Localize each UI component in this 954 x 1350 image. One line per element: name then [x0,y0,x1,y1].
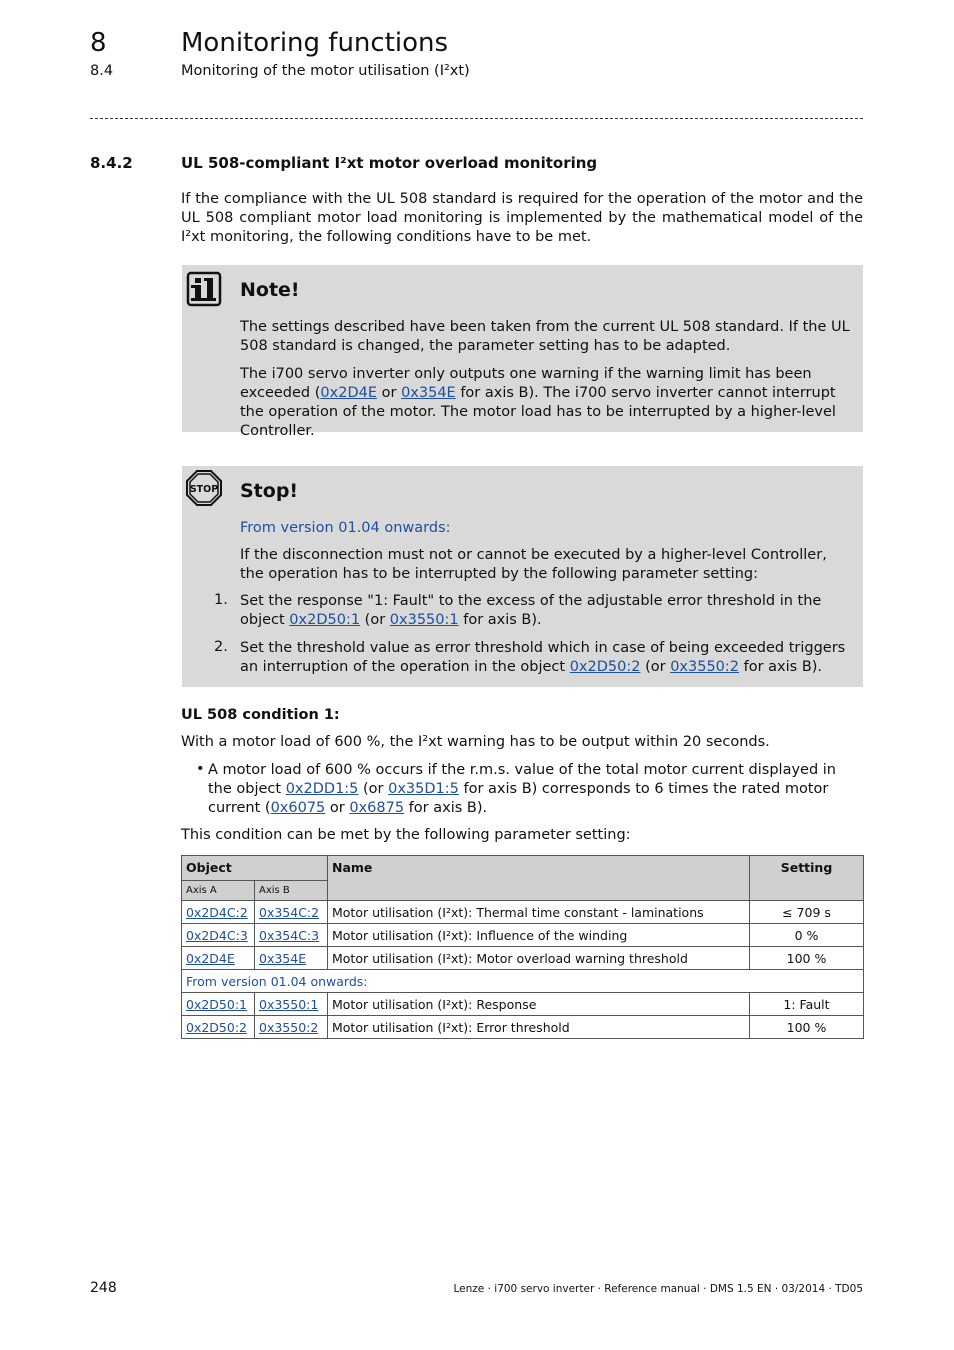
condition-bullet: A motor load of 600 % occurs if the r.m.s. value of the total motor current displayed in the object 0x2DD1:5 (or 0x35D1:5 for axis B) corresponds to 6 times the rated motor current (0x6075 or 0x6875 for axis B). [208,762,836,816]
col-object-header: Object [182,856,328,881]
param-name: Motor utilisation (I²xt): Influence of the winding [328,924,750,947]
table-row [182,993,864,1016]
link-axis-a[interactable]: 0x2D4E [186,950,235,966]
link-0x2dd1-5[interactable]: 0x2DD1:5 [285,781,359,797]
link-0x6875[interactable]: 0x6875 [349,800,405,816]
link-axis-b[interactable]: 0x3550:1 [259,996,319,1012]
link-0x2d50-2[interactable]: 0x2D50:2 [569,659,641,675]
param-name: Motor utilisation (I²xt): Motor overload warning threshold [328,947,750,970]
table-row [182,1016,864,1039]
param-name: Motor utilisation (I²xt): Error threshold [328,1016,750,1039]
section-number: 8.4 [90,63,114,79]
list-number: 1. [214,592,228,608]
version-note: From version 01.04 onwards: [182,970,864,993]
table-row [182,947,864,970]
link-axis-a[interactable]: 0x2D4C:2 [186,904,248,920]
intro-paragraph: If the compliance with the UL 508 standard is required for the operation of the motor and the UL 508 compliant motor load monitoring is implemented by the mathematical model of the I²xt monitoring, the following conditions have to be met. [181,191,863,245]
parameter-table [181,855,864,1039]
link-0x3550-1[interactable]: 0x3550:1 [389,612,459,628]
note-paragraph-1: The settings described have been taken from the current UL 508 standard. If the UL 508 standard is changed, the parameter setting has to be adapted. [240,319,850,354]
condition-heading: UL 508 condition 1: [181,707,340,723]
note-box [182,265,863,439]
col-name-header: Name [328,856,750,901]
stop-icon [186,470,222,506]
link-axis-b[interactable]: 0x354C:2 [259,904,320,920]
param-setting: 0 % [750,924,864,947]
note-paragraph-2: The i700 servo inverter only outputs one warning if the warning limit has been exceeded (0x2D4E or 0x354E for axis B). The i700 servo inverter cannot interrupt the operation of the motor. The motor load has to be interrupted by a higher-level Controller. [240,366,836,439]
link-axis-b[interactable]: 0x3550:2 [259,1019,319,1035]
footer-text: Lenze · i700 servo inverter · Reference manual · DMS 1.5 EN · 03/2014 · TD05 [453,1283,863,1295]
link-0x3550-2[interactable]: 0x3550:2 [670,659,740,675]
stop-title: Stop! [240,480,299,502]
subsection-title: UL 508-compliant I²xt motor overload monitoring [181,154,598,172]
link-0x35d1-5[interactable]: 0x35D1:5 [388,781,459,797]
chapter-title: Monitoring functions [181,28,449,58]
link-axis-a[interactable]: 0x2D50:2 [186,1019,247,1035]
param-setting: 100 % [750,1016,864,1039]
stop-list-item-2: Set the threshold value as error threshold which in case of being exceeded triggers an interruption of the operation in the object 0x2D50:2 (or 0x3550:2 for axis B). [240,640,846,675]
condition-met-text: This condition can be met by the following parameter setting: [181,827,631,843]
link-axis-b[interactable]: 0x354C:3 [259,927,320,943]
table-row [182,901,864,924]
link-0x2d50-1[interactable]: 0x2D50:1 [289,612,361,628]
chapter-number: 8 [90,28,107,58]
list-number: 2. [214,639,228,655]
condition-text: With a motor load of 600 %, the I²xt warning has to be output within 20 seconds. [181,734,770,750]
link-0x354e[interactable]: 0x354E [401,385,456,401]
param-setting: ≤ 709 s [750,901,864,924]
bullet-marker: • [196,761,205,777]
link-0x6075[interactable]: 0x6075 [270,800,326,816]
info-icon [186,271,222,307]
svg-text:STOP: STOP [189,484,219,495]
section-title: Monitoring of the motor utilisation (I²xt) [181,63,470,79]
table-version-row [182,970,864,993]
table-row [182,924,864,947]
param-setting: 100 % [750,947,864,970]
link-0x2d4e[interactable]: 0x2D4E [320,385,377,401]
stop-paragraph: If the disconnection must not or cannot be executed by a higher-level Controller, the operation has to be interrupted by the following parameter setting: [240,547,827,582]
note-title: Note! [240,279,300,301]
stop-version-note: From version 01.04 onwards: [240,520,451,536]
link-axis-a[interactable]: 0x2D4C:3 [186,927,248,943]
page-number: 248 [90,1280,117,1296]
link-axis-b[interactable]: 0x354E [259,950,307,966]
header-divider [90,118,863,119]
subheader-axis-a: Axis A [182,881,255,901]
param-setting: 1: Fault [750,993,864,1016]
col-setting-header: Setting [750,856,864,901]
param-name: Motor utilisation (I²xt): Response [328,993,750,1016]
subsection-number: 8.4.2 [90,154,133,172]
param-name: Motor utilisation (I²xt): Thermal time constant - laminations [328,901,750,924]
stop-list-item-1: Set the response "1: Fault" to the excess of the adjustable error threshold in the object 0x2D50:1 (or 0x3550:1 for axis B). [240,593,822,628]
stop-box [182,466,863,687]
subheader-axis-b: Axis B [255,881,328,901]
link-axis-a[interactable]: 0x2D50:1 [186,996,247,1012]
